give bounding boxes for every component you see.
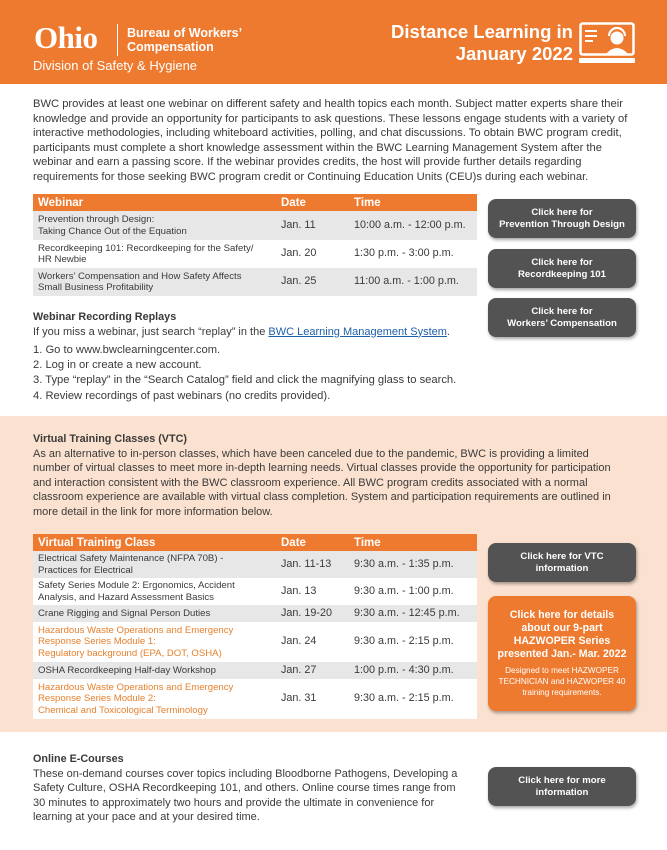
vtc-intro-text: As an alternative to in-person classes, which have been canceled due to the pandemic, BWC is providing a limited number of virtual classes to meet more in-depth learning needs. Virtual classes provide the opportunity for participation and interaction consistent with the BWC classroom experience. All BWC program credits associated with a normal classroom experience are available with virtual class completion. System and participation requirements are outlined in more detail in the link for more information below.	[33, 447, 611, 518]
class-time: 9:30 a.m. - 1:35 p.m.	[349, 551, 477, 578]
webinar-date: Jan. 20	[276, 240, 349, 268]
class-time: 9:30 a.m. - 12:45 p.m.	[349, 605, 477, 622]
table-row	[33, 578, 477, 605]
column-header: Webinar	[33, 194, 276, 211]
class-time: 9:30 a.m. - 2:15 p.m.	[349, 679, 477, 719]
class-title: Safety Series Module 2: Ergonomics, Accident Analysis, and Hazard Assessment Basics	[33, 578, 276, 605]
column-header: Time	[349, 194, 477, 211]
vtc-information-button[interactable]: Click here for VTC information	[488, 543, 636, 582]
table-header-row	[33, 534, 477, 551]
class-date: Jan. 24	[276, 622, 349, 662]
workers-compensation-button[interactable]: Click here for Workers’ Compensation	[488, 298, 636, 337]
column-header: Date	[276, 194, 349, 211]
more-information-button[interactable]: Click here for more information	[488, 767, 636, 806]
presenter-headset-icon	[579, 22, 635, 66]
vtc-table	[33, 534, 477, 719]
replays-text: If you miss a webinar, just search “replay” in the BWC Learning Management System.	[33, 325, 450, 338]
column-header: Virtual Training Class	[33, 534, 276, 551]
column-header: Date	[276, 534, 349, 551]
table-row	[33, 240, 477, 268]
page-title	[391, 21, 573, 65]
class-title: Crane Rigging and Signal Person Duties	[33, 605, 276, 622]
table-row	[33, 268, 477, 296]
class-date: Jan. 27	[276, 662, 349, 679]
list-item: 4. Review recordings of past webinars (no credits provided).	[33, 389, 331, 402]
bwc-lms-link[interactable]: BWC Learning Management System	[268, 325, 447, 338]
logo-divider	[117, 24, 118, 56]
bureau-line-2: Compensation	[127, 40, 214, 54]
table-row	[33, 605, 477, 622]
table-row	[33, 551, 477, 578]
page-title-line-1: Distance Learning in	[391, 21, 573, 42]
class-date: Jan. 31	[276, 679, 349, 719]
webinar-title: Prevention through Design: Taking Chance Out of the Equation	[33, 211, 276, 240]
list-item: 2. Log in or create a new account.	[33, 359, 202, 372]
class-date: Jan. 11-13	[276, 551, 349, 578]
class-title: Hazardous Waste Operations and Emergency Response Series Module 1: Regulatory background (EPA, DOT, OSHA)	[33, 622, 276, 662]
webinar-time: 1:30 p.m. - 3:00 p.m.	[349, 240, 477, 268]
class-time: 1:00 p.m. - 4:30 p.m.	[349, 662, 477, 679]
replays-section	[33, 310, 483, 339]
list-item: 3. Type “replay” in the “Search Catalog” field and click the magnifying glass to search.	[33, 374, 457, 387]
webinar-title: Workers’ Compensation and How Safety Affects Small Business Profitability	[33, 268, 276, 296]
replays-title: Webinar Recording Replays	[33, 311, 177, 323]
replay-steps-list	[33, 343, 456, 404]
table-row	[33, 679, 477, 719]
recordkeeping-101-button[interactable]: Click here for Recordkeeping 101	[488, 249, 636, 288]
header-banner	[0, 0, 667, 84]
table-header-row	[33, 194, 477, 211]
class-date: Jan. 13	[276, 578, 349, 605]
ecourses-text: These on-demand courses cover topics including Bloodborne Pathogens, Developing a Safety Culture, OSHA Recordkeeping 101, and others. Online course times range from 30 minutes to approximately two hours and provide the ultimate in convenience for learning at your pace and at your desired time.	[33, 767, 458, 823]
webinar-time: 11:00 a.m. - 1:00 p.m.	[349, 268, 477, 296]
hazwoper-series-button[interactable]: Click here for details about our 9-part HAZWOPER Series presented Jan.- Mar. 2022 Designed to meet HAZWOPER TECHNICIAN and HAZWOPER 40 training requirements.	[488, 596, 636, 711]
ohio-logo-wordmark: Ohio	[34, 20, 98, 55]
ecourses-section	[33, 752, 463, 825]
webinar-table	[33, 194, 477, 296]
class-time: 9:30 a.m. - 1:00 p.m.	[349, 578, 477, 605]
webinar-title: Recordkeeping 101: Recordkeeping for the Safety/ HR Newbie	[33, 240, 276, 268]
division-name: Division of Safety & Hygiene	[33, 58, 198, 73]
class-date: Jan. 19-20	[276, 605, 349, 622]
vtc-intro	[33, 432, 623, 519]
prevention-through-design-button[interactable]: Click here for Prevention Through Design	[488, 199, 636, 238]
webinar-date: Jan. 11	[276, 211, 349, 240]
table-row	[33, 622, 477, 662]
column-header: Time	[349, 534, 477, 551]
list-item: 1. Go to www.bwclearningcenter.com.	[33, 344, 221, 356]
webinar-time: 10:00 a.m. - 12:00 p.m.	[349, 211, 477, 240]
class-title: Hazardous Waste Operations and Emergency Response Series Module 2: Chemical and Toxicological Terminology	[33, 679, 276, 719]
table-row	[33, 211, 477, 240]
class-time: 9:30 a.m. - 2:15 p.m.	[349, 622, 477, 662]
intro-paragraph: BWC provides at least one webinar on different safety and health topics each month. Subject matter experts share their knowledge and provide an opportunity for participants to ask questions. These lessons engage students with a variety of interactive methodologies, including whiteboard activities, polling, and chat discussions. To obtain BWC program credit, participants must complete a short knowledge assessment within the BWC Learning Management System after the webinar and earn a passing score. If the webinar provides credits, the host will provide further details regarding requirements for those seeking BWC program credit or Continuing Education Units (CEU)s during each webinar.	[33, 98, 628, 183]
webinar-date: Jan. 25	[276, 268, 349, 296]
class-title: OSHA Recordkeeping Half-day Workshop	[33, 662, 276, 679]
bureau-name	[127, 26, 242, 54]
vtc-title: Virtual Training Classes (VTC)	[33, 433, 187, 445]
class-title: Electrical Safety Maintenance (NFPA 70B) - Practices for Electrical	[33, 551, 276, 578]
bureau-line-1: Bureau of Workers’	[127, 26, 243, 40]
ecourses-title: Online E-Courses	[33, 753, 124, 765]
table-row	[33, 662, 477, 679]
page-title-line-2: January 2022	[455, 43, 573, 64]
